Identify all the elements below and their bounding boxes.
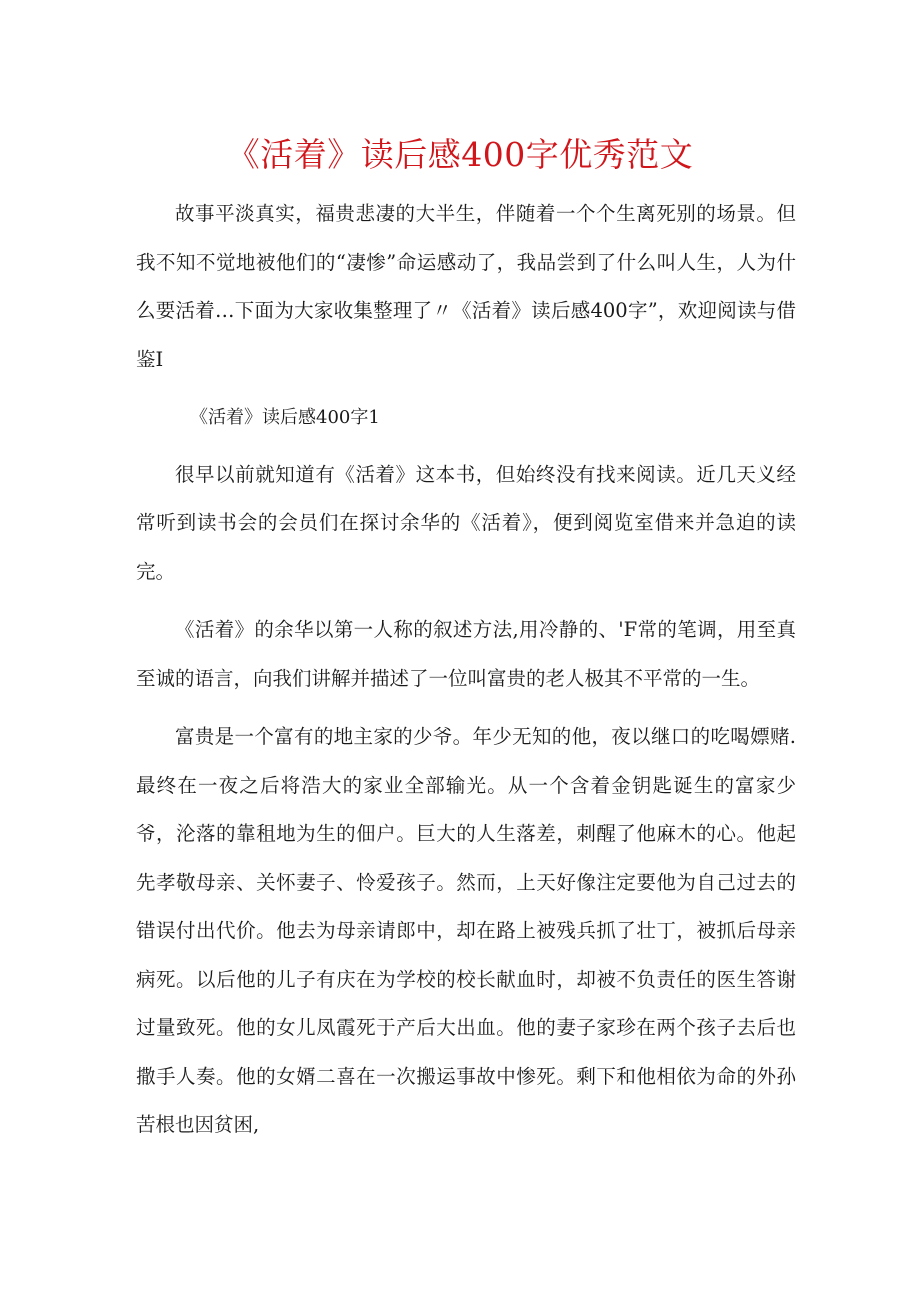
- body-paragraph-1: 很早以前就知道有《活着》这本书，但始终没有找来阅读。近几天义经常听到读书会的会员们在探讨余华的《活着》，便到阅览室借来并急迫的读完。: [136, 462, 796, 583]
- section-heading: 《活着》读后感400字1: [190, 407, 380, 428]
- intro-paragraph: 故事平淡真实，福贵悲凄的大半生，伴随着一个个生离死别的场景。但我不知不觉地被他们的“凄惨”命运感动了，我品尝到了什么叫人生，人为什么要活着…下面为大家收集整理了〃《活着》读后感400字”，欢迎阅读与借鉴I: [136, 202, 796, 371]
- body-paragraph-2: 《活着》的余华以第一人称的叙述方法,用冷静的、'F常的笔调，用至真至诚的语言，向我们讲解并描述了一位叫富贵的老人极其不平常的一生。: [136, 618, 796, 690]
- body-paragraph-3: 富贵是一个富有的地主家的少爷。年少无知的他，夜以继口的吃喝嫖赌.最终在一夜之后将浩大的家业全部输光。从一个含着金钥匙诞生的富家少爷，沦落的靠租地为生的佃户。巨大的人生落差，刺醒了他麻木的心。他起先孝敬母亲、关怀妻子、怜爱孩子。然而，上天好像注定要他为自己过去的错误付出代价。他去为母亲请郎中，却在路上被残兵抓了壮丁，被抓后母亲病死。以后他的儿子有庆在为学校的校长献血时，却被不负责任的医生答谢过量致死。他的女儿凤霞死于产后大出血。他的妻子家珍在两个孩子去后也撒手人奏。他的女婿二喜在一次搬运事故中惨死。剩下和他相依为命的外孙苦根也因贫困,: [136, 725, 796, 1136]
- document-title: 《活着》读后感400字优秀范文: [226, 135, 694, 174]
- document-body: [136, 190, 796, 1160]
